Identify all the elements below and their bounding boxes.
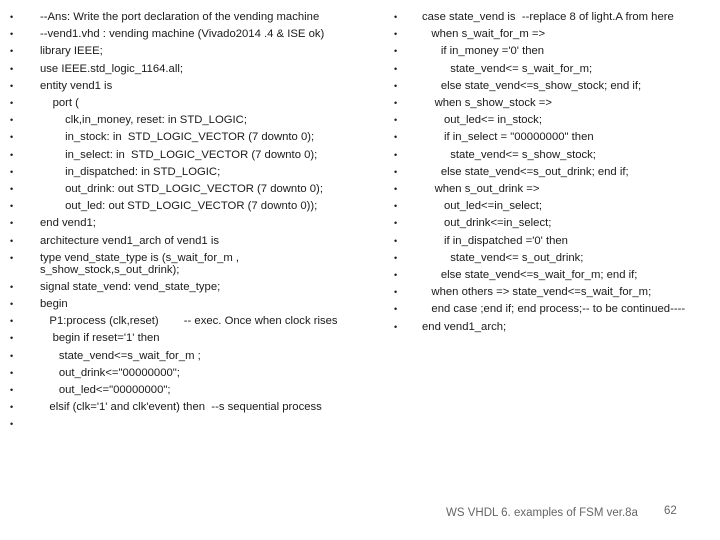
- code-text: end vend1_arch;: [422, 320, 507, 333]
- bullet-icon: •: [10, 46, 14, 57]
- code-line: [8, 365, 348, 382]
- code-line: [392, 198, 712, 215]
- bullet-icon: •: [394, 201, 398, 212]
- bullet-icon: •: [394, 321, 398, 332]
- bullet-icon: •: [10, 419, 14, 430]
- code-text: state_vend<= s_wait_for_m;: [422, 62, 593, 75]
- code-text: out_led: out STD_LOGIC_VECTOR (7 downto 0));: [40, 200, 318, 213]
- page-number: 62: [664, 505, 677, 517]
- bullet-icon: •: [394, 218, 398, 229]
- code-text: state_vend<= s_out_drink;: [422, 251, 584, 264]
- left-code-column: [8, 9, 348, 434]
- code-line: [392, 95, 712, 112]
- bullet-icon: •: [394, 115, 398, 126]
- bullet-icon: •: [394, 98, 398, 109]
- code-text: --Ans: Write the port declaration of the vending machine: [40, 11, 320, 23]
- bullet-icon: •: [10, 149, 14, 160]
- code-line: [8, 348, 348, 365]
- code-line: [8, 95, 348, 112]
- bullet-icon: •: [394, 287, 398, 298]
- code-line: [8, 399, 348, 416]
- bullet-icon: •: [394, 304, 398, 315]
- code-text: architecture vend1_arch of vend1 is: [40, 234, 219, 247]
- bullet-icon: •: [394, 235, 398, 246]
- code-line: [8, 416, 348, 433]
- bullet-icon: •: [10, 252, 14, 263]
- code-line: [392, 78, 712, 95]
- code-text: --vend1.vhd : vending machine (Vivado2014 .4 & ISE ok): [40, 28, 325, 41]
- code-line: [8, 250, 348, 279]
- code-line: [392, 129, 712, 146]
- bullet-icon: •: [10, 385, 14, 396]
- bullet-icon: •: [10, 132, 14, 143]
- code-line: [8, 330, 348, 347]
- code-line: [392, 147, 712, 164]
- code-text: out_drink: out STD_LOGIC_VECTOR (7 downto 0);: [40, 183, 323, 196]
- code-line: [392, 215, 712, 232]
- bullet-icon: •: [394, 12, 398, 22]
- bullet-icon: •: [10, 350, 14, 361]
- bullet-icon: •: [394, 29, 398, 40]
- bullet-icon: •: [10, 299, 14, 310]
- bullet-icon: •: [394, 132, 398, 143]
- bullet-icon: •: [10, 281, 14, 292]
- code-line: [8, 382, 348, 399]
- code-line: [8, 129, 348, 146]
- bullet-icon: •: [10, 63, 14, 74]
- code-line: [392, 43, 712, 60]
- code-line: [392, 267, 712, 284]
- code-line: [8, 164, 348, 181]
- bullet-icon: •: [10, 235, 14, 246]
- code-text: if in_dispatched ='0' then: [422, 234, 568, 247]
- slide-footer: WS VHDL 6. examples of FSM ver.8a: [446, 507, 638, 519]
- code-text: if in_select = "00000000" then: [422, 131, 594, 144]
- code-text: end case ;end if; end process;-- to be continued----: [422, 303, 686, 316]
- code-text: begin: [40, 298, 68, 311]
- code-text: entity vend1 is: [40, 79, 113, 92]
- code-text: out_drink<="00000000";: [40, 366, 180, 379]
- bullet-icon: •: [10, 184, 14, 195]
- bullet-icon: •: [10, 367, 14, 378]
- code-text: state_vend<=s_wait_for_m ;: [40, 349, 201, 362]
- code-text: type vend_state_type is (s_wait_for_m , s_show_stock,s_out_drink);: [40, 251, 240, 277]
- code-line: [392, 233, 712, 250]
- code-text: when s_show_stock =>: [422, 97, 552, 110]
- code-line: [392, 181, 712, 198]
- code-line: [392, 164, 712, 181]
- code-text: out_led<=in_select;: [422, 200, 542, 213]
- code-text: out_led<="00000000";: [40, 384, 171, 397]
- bullet-icon: •: [10, 218, 14, 229]
- code-text: end vend1;: [40, 217, 96, 230]
- code-line: [8, 147, 348, 164]
- code-text: begin if reset='1' then: [40, 332, 160, 345]
- code-text: signal state_vend: vend_state_type;: [40, 280, 221, 293]
- code-text: P1:process (clk,reset) -- exec. Once when clock rises: [40, 315, 338, 328]
- bullet-icon: •: [10, 316, 14, 327]
- code-line: [8, 9, 348, 26]
- code-line: [8, 215, 348, 232]
- bullet-icon: •: [10, 12, 14, 22]
- code-line: [392, 301, 712, 318]
- code-text: if in_money ='0' then: [422, 45, 545, 58]
- bullet-icon: •: [10, 115, 14, 126]
- code-line: [8, 198, 348, 215]
- bullet-icon: •: [10, 29, 14, 40]
- code-line: [392, 319, 712, 336]
- code-text: out_led<= in_stock;: [422, 114, 542, 127]
- code-text: else state_vend<=s_wait_for_m; end if;: [422, 269, 638, 282]
- bullet-icon: •: [394, 80, 398, 91]
- code-line: [8, 112, 348, 129]
- right-code-column: [392, 9, 712, 336]
- code-line: [392, 61, 712, 78]
- code-line: [8, 279, 348, 296]
- code-text: case state_vend is --replace 8 of light.A from here: [422, 11, 674, 23]
- code-text: out_drink<=in_select;: [422, 217, 552, 230]
- code-text: in_select: in STD_LOGIC_VECTOR (7 downto 0);: [40, 148, 318, 161]
- bullet-icon: •: [394, 63, 398, 74]
- code-text: library IEEE;: [40, 45, 103, 58]
- code-text: state_vend<= s_show_stock;: [422, 148, 596, 161]
- bullet-icon: •: [10, 402, 14, 413]
- code-text: in_dispatched: in STD_LOGIC;: [40, 165, 221, 178]
- code-line: [8, 313, 348, 330]
- code-line: [392, 26, 712, 43]
- code-text: elsif (clk='1' and clk'event) then --s sequential process: [40, 401, 322, 414]
- bullet-icon: •: [10, 333, 14, 344]
- bullet-icon: •: [10, 166, 14, 177]
- bullet-icon: •: [394, 184, 398, 195]
- bullet-icon: •: [10, 201, 14, 212]
- code-text: use IEEE.std_logic_1164.all;: [40, 62, 183, 75]
- code-text: when s_out_drink =>: [422, 183, 540, 196]
- code-line: [392, 112, 712, 129]
- code-line: [8, 26, 348, 43]
- bullet-icon: •: [394, 252, 398, 263]
- code-line: [8, 233, 348, 250]
- bullet-icon: •: [394, 149, 398, 160]
- code-text: else state_vend<=s_out_drink; end if;: [422, 165, 629, 178]
- code-line: [8, 181, 348, 198]
- code-line: [392, 250, 712, 267]
- bullet-icon: •: [10, 80, 14, 91]
- code-text: in_stock: in STD_LOGIC_VECTOR (7 downto 0);: [40, 131, 315, 144]
- code-text: port (: [40, 97, 79, 110]
- bullet-icon: •: [394, 166, 398, 177]
- code-line: [392, 9, 712, 26]
- bullet-icon: •: [394, 270, 398, 281]
- code-text: when s_wait_for_m =>: [422, 28, 546, 41]
- bullet-icon: •: [394, 46, 398, 57]
- code-line: [392, 284, 712, 301]
- code-text: clk,in_money, reset: in STD_LOGIC;: [40, 114, 247, 127]
- code-line: [8, 296, 348, 313]
- code-line: [8, 43, 348, 60]
- code-text: else state_vend<=s_show_stock; end if;: [422, 79, 642, 92]
- code-line: [8, 61, 348, 78]
- code-text: when others => state_vend<=s_wait_for_m;: [422, 286, 652, 299]
- bullet-icon: •: [10, 98, 14, 109]
- code-line: [8, 78, 348, 95]
